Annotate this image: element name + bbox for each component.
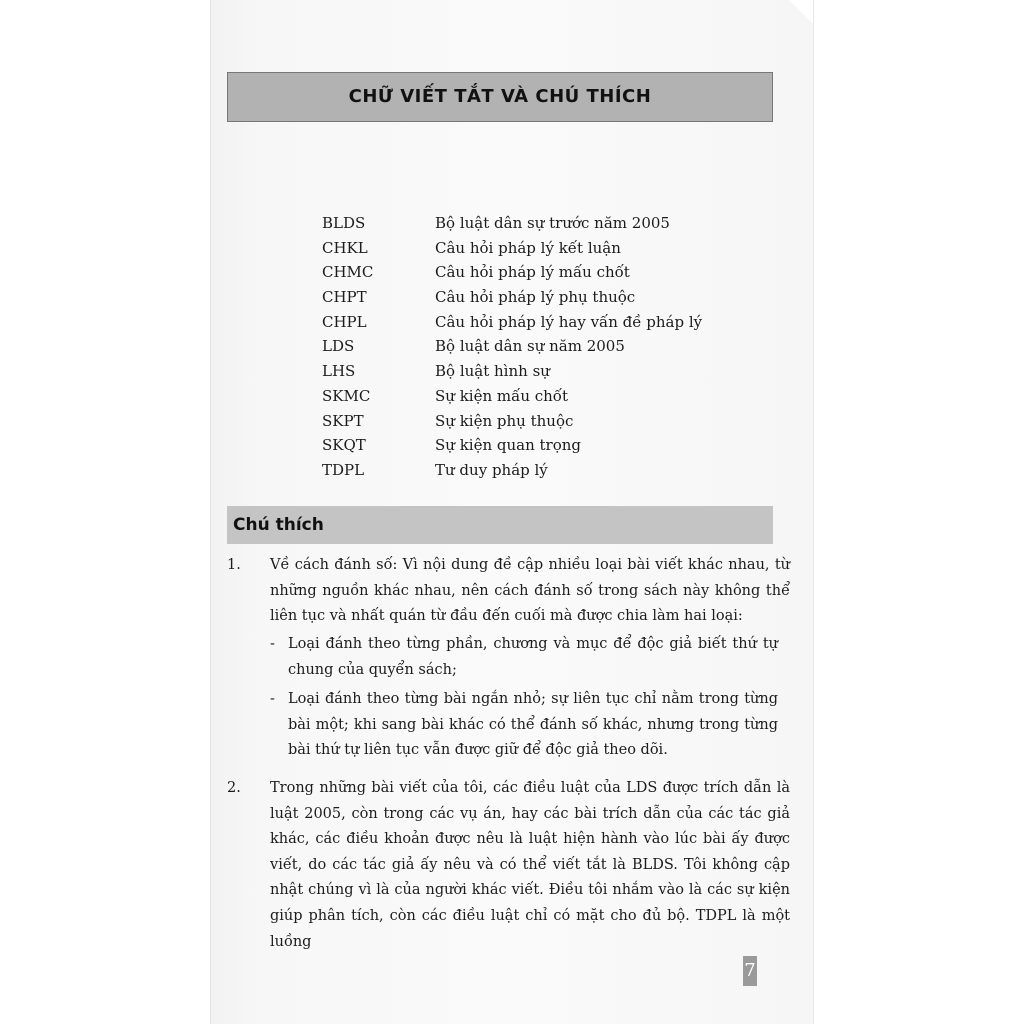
abbreviation-definition: Bộ luật dân sự năm 2005 <box>435 337 625 356</box>
abbreviation-code: LDS <box>322 337 355 356</box>
abbreviation-code: LHS <box>322 362 356 381</box>
abbreviation-definition: Câu hỏi pháp lý mấu chốt <box>435 263 630 282</box>
abbreviation-definition: Tư duy pháp lý <box>435 460 548 479</box>
book-page <box>211 0 813 1024</box>
bullet-text: Loại đánh theo từng bài ngắn nhỏ; sự liên tục chỉ nằm trong từng bài một; khi sang bài khác có thể đánh số khác, nhưng trong từng bài thứ tự liên tục vẫn được giữ để độc giả theo dõi. <box>288 691 778 759</box>
abbreviation-code: SKPT <box>322 411 364 430</box>
note-bullet <box>270 632 778 683</box>
abbreviation-definition: Sự kiện quan trọng <box>435 436 582 455</box>
abbreviation-definition: Sự kiện phụ thuộc <box>435 411 574 430</box>
note-bullet <box>270 687 778 764</box>
note-number: 1. <box>227 557 241 573</box>
abbreviation-code: CHMC <box>322 263 374 282</box>
notes-heading: Chú thích <box>233 515 324 535</box>
abbreviation-code: TDPL <box>322 460 365 479</box>
folded-corner <box>789 0 813 24</box>
bullet-dash: - <box>270 636 275 652</box>
abbreviation-definition: Sự kiện mấu chốt <box>435 386 569 405</box>
note-text: Về cách đánh số: Vì nội dung đề cập nhiều loại bài viết khác nhau, từ những nguồn khác nhau, nên cách đánh số trong sách này không thể liên tục và nhất quán từ đầu đến cuối mà được chia làm hai loại: <box>270 557 790 625</box>
abbreviation-code: SKQT <box>322 436 366 455</box>
abbreviation-definition: Bộ luật hình sự <box>435 362 550 381</box>
abbreviation-code: SKMC <box>322 386 371 405</box>
abbreviation-code: BLDS <box>322 214 366 232</box>
note-text: Trong những bài viết của tôi, các điều luật của LDS được trích dẫn là luật 2005, còn trong các vụ án, hay các bài trích dẫn của các tác giả khác, các điều khoản được nêu là luật hiện hành vào lúc bài ấy được viết, do các tác giả ấy nêu và có thể viết tắt là BLDS. Tôi không cập nhật chúng vì là của người khác viết. Điều tôi nhắm vào là các sự kiện giúp phân tích, còn các điều luật chỉ có mặt cho đủ bộ. TDPL là một luồng <box>270 780 790 950</box>
abbreviation-definition: Câu hỏi pháp lý kết luận <box>435 238 621 257</box>
abbreviation-code: CHPT <box>322 288 367 307</box>
page-number: 7 <box>743 956 757 986</box>
abbreviation-definition: Bộ luật dân sự trước năm 2005 <box>435 214 670 232</box>
note-number: 2. <box>227 780 241 796</box>
page-title: CHỮ VIẾT TẮT VÀ CHÚ THÍCH <box>348 86 652 107</box>
abbreviation-definition: Câu hỏi pháp lý hay vấn đề pháp lý <box>435 312 703 331</box>
abbreviation-code: CHKL <box>322 238 368 257</box>
bullet-text: Loại đánh theo từng phần, chương và mục để độc giả biết thứ tự chung của quyển sách; <box>288 636 778 678</box>
bullet-dash: - <box>270 691 275 707</box>
note-item-2 <box>227 776 790 955</box>
abbreviation-code: CHPL <box>322 312 367 331</box>
abbreviation-definition: Câu hỏi pháp lý phụ thuộc <box>435 288 636 307</box>
note-item-1 <box>227 553 790 630</box>
